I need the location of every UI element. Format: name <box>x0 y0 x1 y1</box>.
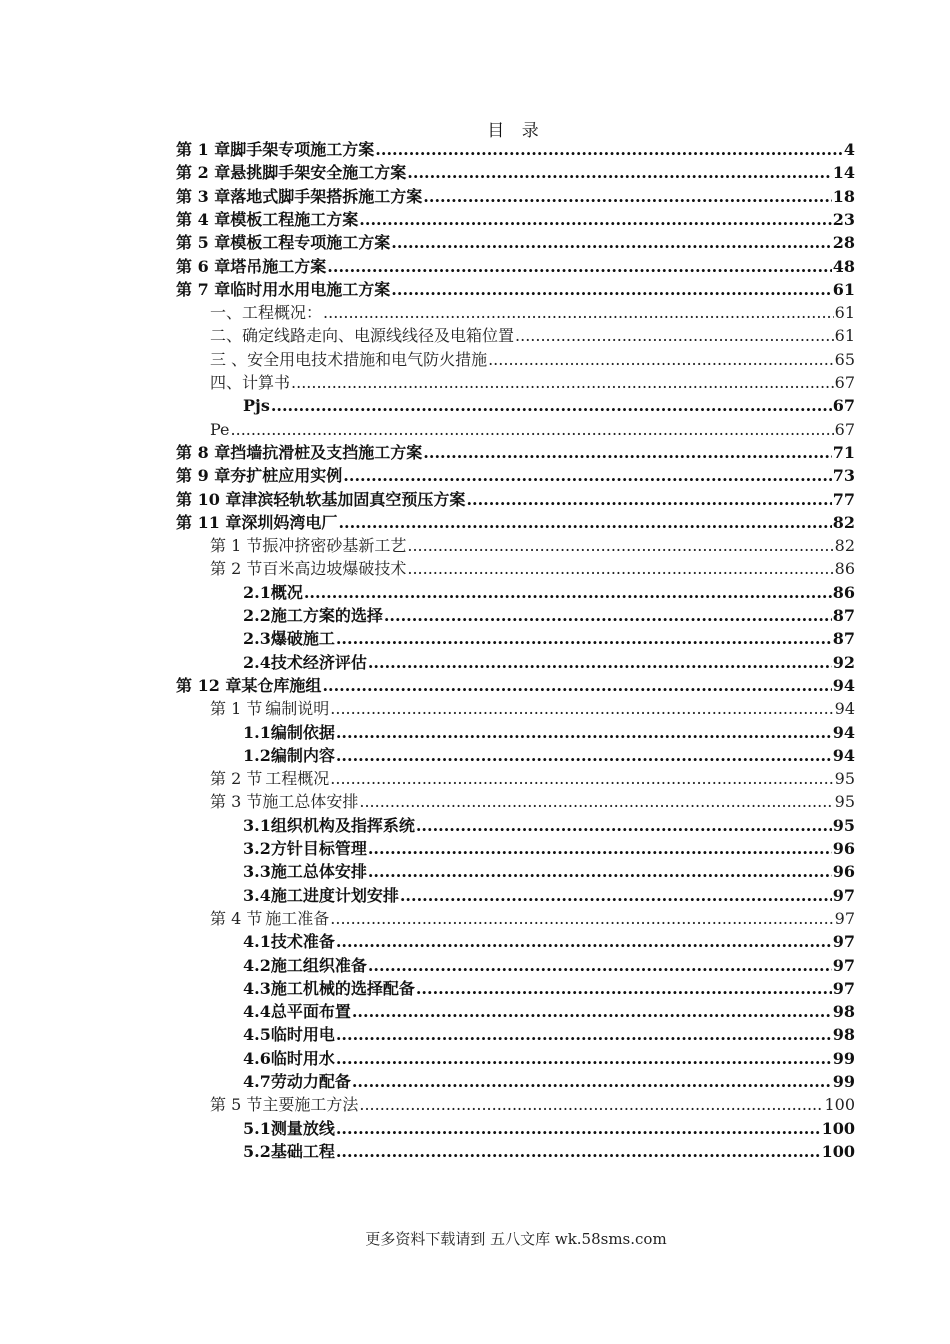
dot-leader <box>400 884 832 907</box>
toc-entry-title: 深圳妈湾电厂 <box>241 512 338 532</box>
toc-entry[interactable] <box>243 627 855 650</box>
toc-entry-title: 施工进度计划安排 <box>270 885 399 905</box>
toc-entry-number: 第 1 章 <box>176 140 231 159</box>
dot-leader <box>368 651 832 674</box>
dot-leader <box>407 557 833 580</box>
toc-entry-page: 94 <box>832 675 855 695</box>
toc-entry-title: 施工总体安排 <box>270 862 367 882</box>
toc-entry-title: 津滨轻轨软基加固真空预压方案 <box>241 489 466 509</box>
dot-leader <box>416 977 832 1000</box>
toc-entry-page: 97 <box>832 885 855 905</box>
toc-entry[interactable] <box>243 837 855 860</box>
dot-leader <box>343 464 831 487</box>
toc-entry-number: 3.4 <box>243 885 271 905</box>
toc-entry-number: 5.2 <box>243 1141 271 1161</box>
toc-entry-title: 二、确定线路走向、电源线线径及电箱位置 <box>210 326 515 346</box>
dot-leader <box>352 1000 832 1023</box>
toc-entry-number: 第 2 节 <box>210 559 263 579</box>
toc-entry-number: 第 9 章 <box>176 466 231 486</box>
toc-entry-number: 第 1 节 <box>210 536 263 556</box>
toc-entry[interactable] <box>210 907 855 930</box>
toc-entry-title: 编制依据 <box>270 722 335 742</box>
toc-entry-number: 4.7 <box>243 1072 271 1091</box>
toc-entry-title: 爆破施工 <box>270 629 335 649</box>
toc-entry-number: 4.4 <box>243 1002 271 1022</box>
toc-entry-number: 第 1 节 <box>210 699 263 719</box>
toc-entry-title: 劳动力配备 <box>270 1072 351 1091</box>
toc-entry-number: 第 5 节 <box>210 1095 263 1115</box>
toc-entry-number: 第 2 章 <box>176 163 231 183</box>
toc-entry-page: 77 <box>832 489 855 509</box>
toc-entry-page: 67 <box>834 373 855 392</box>
toc-entry[interactable] <box>176 464 855 487</box>
toc-entry-title: 临时用水 <box>270 1048 335 1068</box>
toc-entry-title: 四、计算书 <box>210 373 291 392</box>
toc-entry-number: 第 2 节 <box>210 769 263 789</box>
dot-leader <box>330 907 833 930</box>
toc-entry-page: 96 <box>832 862 855 882</box>
toc-entry-title: 百米高边坡爆破技术 <box>262 559 407 579</box>
toc-entry-title: 三 、安全用电技术措施和电气防火措施 <box>210 349 488 369</box>
toc-entry-title: 施工方案的选择 <box>270 606 383 625</box>
toc-entry-title: 临时用水用电施工方案 <box>230 279 391 299</box>
toc-entry-title: 临时用电 <box>270 1025 335 1045</box>
dot-leader <box>368 954 832 977</box>
toc-entry-page: 67 <box>834 419 855 439</box>
toc-entry-number: 2.3 <box>243 629 271 649</box>
toc-entry[interactable] <box>243 1070 855 1093</box>
dot-leader <box>368 837 832 860</box>
dot-leader <box>423 185 831 208</box>
toc-entry-page: 18 <box>832 186 855 206</box>
toc-entry[interactable] <box>243 581 855 604</box>
toc-entry-number: 4.3 <box>243 978 271 998</box>
dot-leader <box>368 860 832 883</box>
toc-entry[interactable] <box>210 557 855 580</box>
toc-entry-page: 97 <box>832 955 855 975</box>
toc-entry[interactable] <box>176 255 855 278</box>
toc-entry-title: 一、工程概况： <box>210 303 323 323</box>
toc-entry-page: 86 <box>834 559 855 579</box>
toc-entry[interactable] <box>243 1140 855 1163</box>
toc-entry-number: 第 7 章 <box>176 279 231 299</box>
dot-leader <box>322 674 831 697</box>
dot-leader <box>488 348 834 371</box>
toc-entry-number: 1.2 <box>243 745 271 765</box>
toc-entry-page: 61 <box>832 279 855 299</box>
toc-entry[interactable] <box>176 488 855 511</box>
toc-entry-page: 48 <box>832 256 855 276</box>
toc-entry-page: 71 <box>832 442 855 462</box>
toc-entry-number: 1.1 <box>243 722 271 742</box>
footer-note: 更多资料下载请到 五八文库 wk.58sms.com <box>365 1230 667 1248</box>
toc-entry-title: 塔吊施工方案 <box>230 256 327 276</box>
toc-entry-title: 模板工程施工方案 <box>230 209 359 229</box>
toc-entry-page: 87 <box>832 606 855 625</box>
toc-entry-page: 99 <box>832 1048 855 1068</box>
toc-entry-page: 100 <box>824 1095 855 1115</box>
dot-leader <box>336 627 832 650</box>
toc-entry-title: 挡墙抗滑桩及支挡施工方案 <box>230 442 423 462</box>
dot-leader <box>391 278 831 301</box>
toc-entry-page: 28 <box>832 233 855 253</box>
toc-entry-title: 夯扩桩应用实例 <box>230 466 343 486</box>
toc-entry-title: 测量放线 <box>270 1118 335 1138</box>
toc-entry[interactable] <box>176 185 855 208</box>
dot-leader <box>336 721 832 744</box>
toc-entry[interactable] <box>210 697 855 720</box>
toc-entry[interactable] <box>243 930 855 953</box>
toc-entry[interactable] <box>176 511 855 534</box>
toc-entry[interactable] <box>210 1093 855 1116</box>
dot-leader <box>330 697 833 720</box>
toc-entry-page: 4 <box>843 140 855 159</box>
dot-leader <box>466 488 831 511</box>
toc-entry-title: 编制内容 <box>270 745 335 765</box>
toc-entry[interactable] <box>243 651 855 674</box>
toc-entry-page: 95 <box>834 792 855 812</box>
toc-entry-number: 第 11 章 <box>176 512 242 532</box>
toc-entry-number: 3.3 <box>243 862 271 882</box>
toc-entry-title: 某仓库施组 <box>241 675 322 695</box>
toc-entry-title: 工程概况 <box>265 769 330 789</box>
toc-entry[interactable] <box>243 1000 855 1023</box>
toc-entry-page: 100 <box>821 1118 855 1138</box>
dot-leader <box>291 371 834 394</box>
toc-entry-title: 主要施工方法 <box>262 1095 359 1115</box>
toc-entry-number: 2.2 <box>243 606 271 625</box>
dot-leader <box>231 418 834 441</box>
dot-leader <box>515 324 834 347</box>
toc-entry-title: 方针目标管理 <box>270 839 367 858</box>
toc-entry-page: 100 <box>821 1141 855 1161</box>
toc-entry[interactable] <box>243 814 855 837</box>
toc-entry-number: 第 10 章 <box>176 489 242 509</box>
toc-entry-page: 87 <box>832 629 855 649</box>
toc-entry[interactable] <box>243 884 855 907</box>
toc-entry[interactable] <box>176 138 855 161</box>
dot-leader <box>336 744 832 767</box>
dot-leader <box>336 1117 821 1140</box>
toc-entry-title: 悬挑脚手架安全施工方案 <box>230 163 407 183</box>
toc-entry[interactable] <box>243 1117 855 1140</box>
dot-leader <box>352 1070 832 1093</box>
toc-entry[interactable] <box>243 1047 855 1070</box>
toc-entry[interactable] <box>210 767 855 790</box>
toc-entry-page: 95 <box>834 769 855 789</box>
toc-entry-number: 5.1 <box>243 1118 271 1138</box>
toc-entry-page: 97 <box>834 908 855 928</box>
toc-entry[interactable] <box>243 977 855 1000</box>
toc-entry-title: 基础工程 <box>270 1141 335 1161</box>
toc-entry-page: 61 <box>834 326 855 346</box>
toc-entry-page: 94 <box>834 699 855 719</box>
toc-entry-page: 96 <box>832 839 855 858</box>
toc-entry-number: 第 5 章 <box>176 233 231 253</box>
toc-entry-title: Pe <box>210 419 230 439</box>
toc-entry-page: 82 <box>832 512 855 532</box>
dot-leader <box>336 1023 832 1046</box>
toc-entry[interactable] <box>176 161 855 184</box>
toc-entry-number: 第 3 章 <box>176 186 231 206</box>
toc-entry-title: 模板工程专项施工方案 <box>230 233 391 253</box>
dot-leader <box>416 814 832 837</box>
toc-entry-title: 概况 <box>270 582 303 602</box>
toc-entry[interactable] <box>243 394 855 417</box>
toc-entry-number: 第 12 章 <box>176 675 242 695</box>
dot-leader <box>375 138 843 161</box>
dot-leader <box>271 394 832 417</box>
dot-leader <box>304 581 832 604</box>
toc-entry[interactable] <box>210 301 855 324</box>
dot-leader <box>359 790 833 813</box>
toc-entry-number: 2.4 <box>243 652 271 672</box>
toc-entry-title: 技术经济评估 <box>270 652 367 672</box>
toc-entry-number: 4.2 <box>243 955 271 975</box>
toc-entry-number: 4.5 <box>243 1025 271 1045</box>
dot-leader <box>423 441 831 464</box>
toc-entry-page: 61 <box>834 303 855 323</box>
toc-entry-page: 99 <box>832 1072 855 1091</box>
toc-entry[interactable] <box>210 418 855 441</box>
toc-entry-page: 97 <box>832 932 855 952</box>
toc-entry-number: 第 3 节 <box>210 792 263 812</box>
toc-entry-title: 施工机械的选择配备 <box>270 978 415 998</box>
toc-entry[interactable] <box>210 348 855 371</box>
toc-entry-title: 振冲挤密砂基新工艺 <box>262 536 407 556</box>
toc-entry[interactable] <box>176 441 855 464</box>
toc-entry-page: 65 <box>834 349 855 369</box>
toc-entry-number: 第 4 章 <box>176 209 231 229</box>
toc-entry[interactable] <box>243 1023 855 1046</box>
toc-entry[interactable] <box>176 208 855 231</box>
toc-entry-title: 施工总体安排 <box>262 792 359 812</box>
toc-entry-page: 98 <box>832 1025 855 1045</box>
toc-entry[interactable] <box>210 371 855 394</box>
toc-entry-number: 3.2 <box>243 839 271 858</box>
dot-leader <box>384 604 832 627</box>
toc-entry[interactable] <box>243 860 855 883</box>
toc-entry[interactable] <box>210 534 855 557</box>
toc-entry-title: 编制说明 <box>265 699 330 719</box>
toc-entry-number: 第 8 章 <box>176 442 231 462</box>
toc-entry-number: 第 6 章 <box>176 256 231 276</box>
toc-entry-title: Pjs <box>243 396 270 416</box>
toc-entry-title: 总平面布置 <box>270 1002 351 1022</box>
toc-entry-number: 2.1 <box>243 582 271 602</box>
toc-entry-page: 97 <box>832 978 855 998</box>
toc-entry-page: 94 <box>832 722 855 742</box>
dot-leader <box>336 1047 832 1070</box>
toc-entry-number: 4.1 <box>243 932 271 952</box>
toc-entry-number: 3.1 <box>243 815 271 835</box>
toc-entry-number: 4.6 <box>243 1048 271 1068</box>
toc-entry-title: 落地式脚手架搭拆施工方案 <box>230 186 423 206</box>
toc-entry-page: 98 <box>832 1002 855 1022</box>
toc-entry-page: 73 <box>832 466 855 486</box>
dot-leader <box>330 767 833 790</box>
toc-entry-page: 94 <box>832 745 855 765</box>
toc-entry-title: 技术准备 <box>270 932 335 952</box>
dot-leader <box>391 231 831 254</box>
toc-entry-page: 23 <box>832 209 855 229</box>
toc-title: 目 录 <box>487 121 545 141</box>
toc-entry[interactable] <box>243 721 855 744</box>
dot-leader <box>359 208 831 231</box>
toc-entry-page: 86 <box>832 582 855 602</box>
toc-entry-title: 组织机构及指挥系统 <box>270 815 415 835</box>
toc-entry-page: 14 <box>832 163 855 183</box>
toc-entry[interactable] <box>210 324 855 347</box>
toc-entry-title: 施工组织准备 <box>270 955 367 975</box>
toc-entry[interactable] <box>243 604 855 627</box>
dot-leader <box>336 1140 821 1163</box>
toc-entry[interactable] <box>176 674 855 697</box>
toc-entry[interactable] <box>176 231 855 254</box>
toc-entry-page: 92 <box>832 652 855 672</box>
toc-entry-title: 脚手架专项施工方案 <box>230 140 375 159</box>
dot-leader <box>407 161 831 184</box>
toc-entry[interactable] <box>243 744 855 767</box>
dot-leader <box>338 511 831 534</box>
dot-leader <box>407 534 833 557</box>
toc-entry[interactable] <box>243 954 855 977</box>
toc-entry[interactable] <box>210 790 855 813</box>
toc-entry[interactable] <box>176 278 855 301</box>
toc-entry-title: 施工准备 <box>265 908 330 928</box>
dot-leader <box>323 301 834 324</box>
dot-leader <box>359 1093 823 1116</box>
toc-entry-number: 第 4 节 <box>210 908 263 928</box>
toc-entry-page: 67 <box>832 396 855 416</box>
dot-leader <box>336 930 832 953</box>
dot-leader <box>327 255 831 278</box>
toc-entry-page: 95 <box>832 815 855 835</box>
toc-entry-page: 82 <box>834 536 855 556</box>
